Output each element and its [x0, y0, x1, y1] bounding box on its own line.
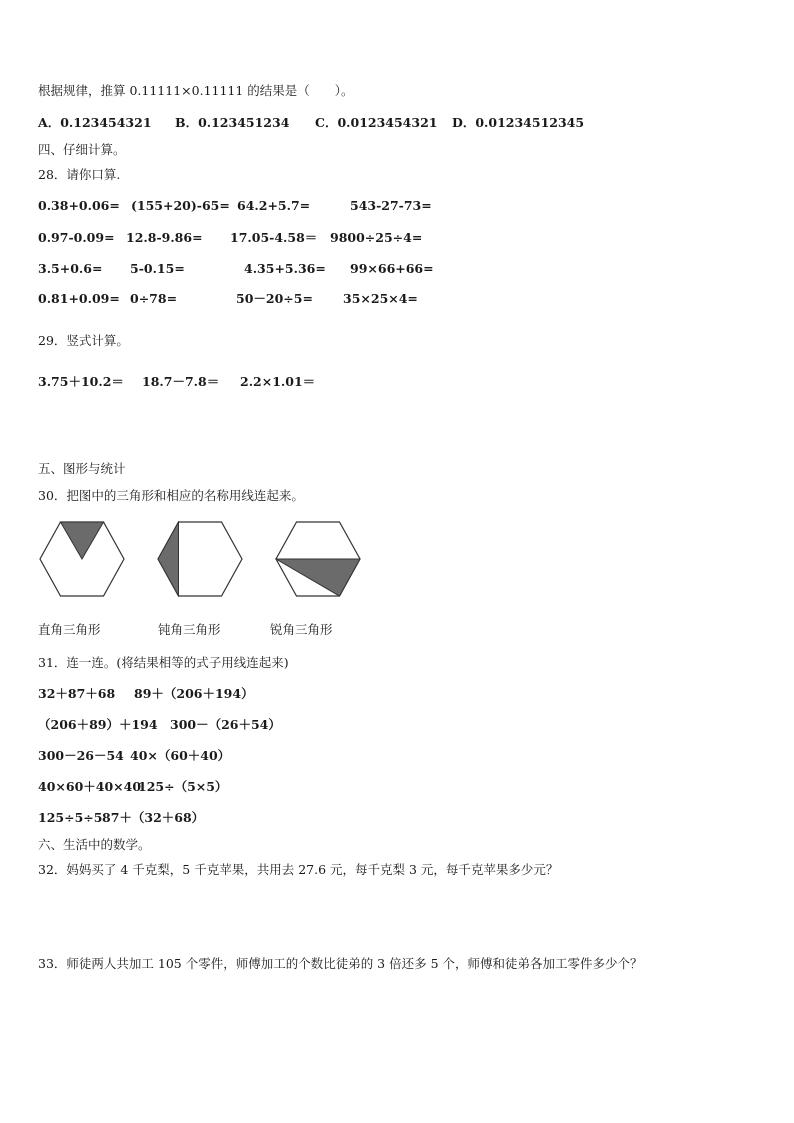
q28-r3-c3: 4.35+5.36=	[244, 261, 326, 276]
section6-title: 六、生活中的数学。	[38, 837, 151, 852]
q28-r3-c2: 5-0.15=	[130, 261, 185, 276]
q28-r1-c4: 543-27-73=	[350, 198, 432, 213]
q31-r2-right: 300－（26＋54）	[170, 717, 281, 732]
q31-r4-left: 40×60＋40×40	[38, 779, 142, 794]
q28-r4-c3: 50－20÷5=	[236, 291, 313, 306]
q29-item-1: 3.75＋10.2＝	[38, 374, 124, 389]
section4-title: 四、仔细计算。	[38, 142, 126, 157]
q31-r5-right: 87＋（32＋68）	[102, 810, 205, 825]
q27-option-d: D．0.01234512345	[452, 115, 585, 130]
q27-option-c: C．0.0123454321	[315, 115, 438, 130]
q31-r1-left: 32＋87＋68	[38, 686, 116, 701]
q33-text: 33．师徒两人共加工 105 个零件，师傅加工的个数比徒弟的 3 倍还多 5 个，师傅和徒弟各加工零件多少个？	[38, 956, 643, 971]
q28-r1-c1: 0.38+0.06=	[38, 198, 120, 213]
q31-r2-left: （206＋89）＋194	[38, 717, 158, 732]
q31-r1-right: 89＋（206＋194）	[134, 686, 254, 701]
section5-title: 五、图形与统计	[38, 461, 126, 476]
q31-r3-left: 300－26－54	[38, 748, 124, 763]
q28-r2-c3: 17.05-4.58＝	[230, 230, 318, 245]
q28-r1-c3: 64.2+5.7=	[237, 198, 311, 213]
q28-r2-c4: 9800÷25÷4=	[330, 230, 423, 245]
q29-label: 29．竖式计算。	[38, 333, 129, 348]
q28-r4-c2: 0÷78=	[130, 291, 178, 306]
q28-r3-c1: 3.5+0.6=	[38, 261, 103, 276]
q27-option-b: B．0.123451234	[175, 115, 290, 130]
q31-r5-left: 125÷5÷5	[38, 810, 103, 825]
q31-label: 31．连一连。(将结果相等的式子用线连起来)	[38, 655, 289, 670]
hexagon-figure-acute-triangle	[275, 521, 361, 597]
q29-item-3: 2.2×1.01＝	[240, 374, 316, 389]
q28-r4-c1: 0.81+0.09=	[38, 291, 120, 306]
q31-r4-right: 125÷（5×5）	[138, 779, 228, 794]
q28-r2-c2: 12.8-9.86=	[126, 230, 203, 245]
q32-text: 32．妈妈买了 4 千克梨，5 千克苹果，共用去 27.6 元，每千克梨 3 元，每千克苹果多少元？	[38, 862, 559, 877]
q28-r2-c1: 0.97-0.09=	[38, 230, 115, 245]
q28-r1-c2: (155+20)-65=	[131, 198, 230, 213]
q27-stem: 根据规律，推算 0.11111×0.11111 的结果是（ ）。	[38, 83, 354, 98]
q28-r4-c4: 35×25×4=	[343, 291, 418, 306]
q30-name-3: 锐角三角形	[270, 622, 333, 637]
q29-item-2: 18.7－7.8＝	[142, 374, 220, 389]
hexagon-figure-right-triangle	[39, 521, 125, 597]
q31-r3-right: 40×（60＋40）	[130, 748, 231, 763]
q28-r3-c4: 99×66+66=	[350, 261, 434, 276]
q30-label: 30．把图中的三角形和相应的名称用线连起来。	[38, 488, 304, 503]
q27-option-a: A．0.123454321	[38, 115, 152, 130]
q30-name-1: 直角三角形	[38, 622, 101, 637]
hexagon-figure-obtuse-triangle	[157, 521, 243, 597]
q28-label: 28．请你口算.	[38, 167, 121, 182]
q30-name-2: 钝角三角形	[158, 622, 221, 637]
